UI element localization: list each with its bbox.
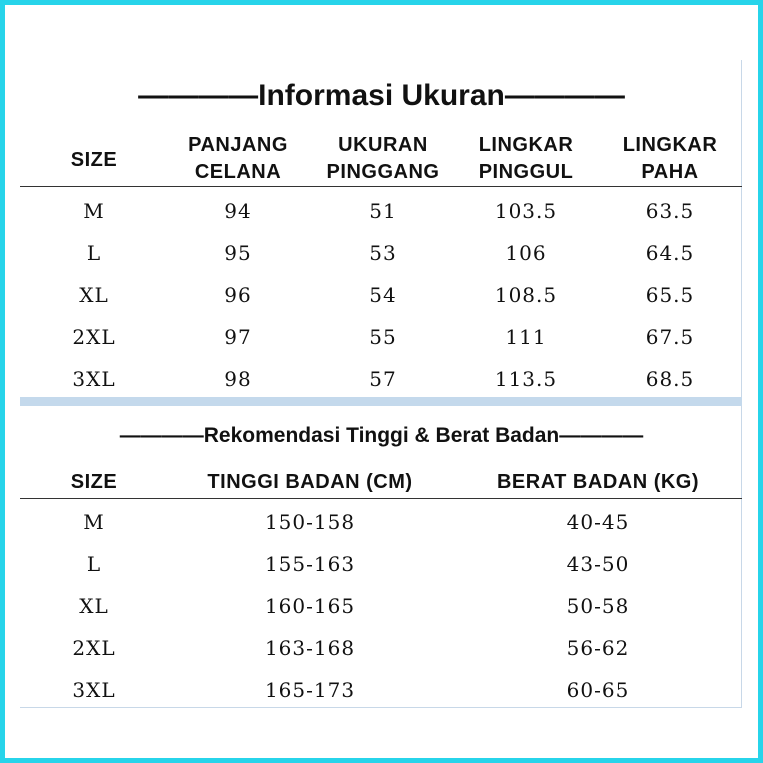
cell-paha: 67.5: [645, 325, 695, 349]
cell-paha: 63.5: [645, 199, 695, 223]
cell-tinggi: 150-158: [264, 510, 356, 534]
header-size: SIZE: [70, 471, 118, 493]
cell-pinggang: 57: [369, 367, 397, 391]
cell-size: L: [86, 552, 102, 576]
cell-tinggi: 163-168: [264, 636, 356, 660]
cell-paha: 65.5: [645, 283, 695, 307]
cell-size: L: [86, 241, 102, 265]
header-size: SIZE: [70, 149, 118, 171]
cell-pinggang: 54: [369, 283, 397, 307]
cell-pinggul: 103.5: [494, 199, 558, 223]
header-tinggi-badan: TINGGI BADAN (CM): [207, 471, 413, 493]
cell-size: 2XL: [72, 325, 116, 349]
cell-paha: 68.5: [645, 367, 695, 391]
cell-tinggi: 155-163: [264, 552, 356, 576]
cell-panjang: 98: [224, 367, 252, 391]
header-divider: [20, 498, 742, 499]
cell-pinggul: 108.5: [494, 283, 558, 307]
cell-pinggul: 106: [505, 241, 547, 265]
cell-panjang: 95: [224, 241, 252, 265]
cell-berat: 56-62: [566, 636, 630, 660]
cell-pinggang: 55: [369, 325, 397, 349]
cell-berat: 60-65: [566, 678, 630, 702]
cell-panjang: 96: [224, 283, 252, 307]
header-lingkar-pinggul: [466, 132, 586, 186]
cell-tinggi: 160-165: [264, 594, 356, 618]
recommendation-title: ————Rekomendasi Tinggi & Berat Badan————: [119, 424, 644, 447]
header-line-2: PINGGUL: [478, 161, 574, 183]
cell-panjang: 97: [224, 325, 252, 349]
header-line-1: LINGKAR: [622, 134, 718, 156]
cell-size: 2XL: [72, 636, 116, 660]
header-ukuran-pinggang: [313, 132, 453, 186]
cell-size: 3XL: [72, 367, 116, 391]
cell-size: 3XL: [72, 678, 116, 702]
cell-size: M: [83, 510, 105, 534]
cell-pinggang: 51: [369, 199, 397, 223]
header-line-1: UKURAN: [338, 134, 428, 156]
header-lingkar-paha: [610, 132, 730, 186]
cell-berat: 40-45: [566, 510, 630, 534]
header-line-2: CELANA: [194, 161, 282, 183]
header-divider: [20, 186, 742, 187]
cell-size: M: [83, 199, 105, 223]
cell-pinggul: 111: [505, 325, 547, 349]
cell-pinggang: 53: [369, 241, 397, 265]
section-separator-band: [20, 397, 742, 406]
size-info-title: ————Informasi Ukuran————: [138, 79, 625, 112]
cell-berat: 50-58: [566, 594, 630, 618]
header-line-1: LINGKAR: [478, 134, 574, 156]
header-line-2: PINGGANG: [326, 161, 440, 183]
cell-pinggul: 113.5: [494, 367, 558, 391]
cell-size: XL: [79, 594, 109, 618]
header-panjang-celana: [178, 132, 298, 186]
header-line-1: PANJANG: [188, 134, 288, 156]
cell-tinggi: 165-173: [264, 678, 356, 702]
header-line-2: PAHA: [641, 161, 699, 183]
cell-size: XL: [79, 283, 109, 307]
cell-paha: 64.5: [645, 241, 695, 265]
header-berat-badan: BERAT BADAN (KG): [496, 471, 700, 493]
cell-berat: 43-50: [566, 552, 630, 576]
cell-panjang: 94: [224, 199, 252, 223]
